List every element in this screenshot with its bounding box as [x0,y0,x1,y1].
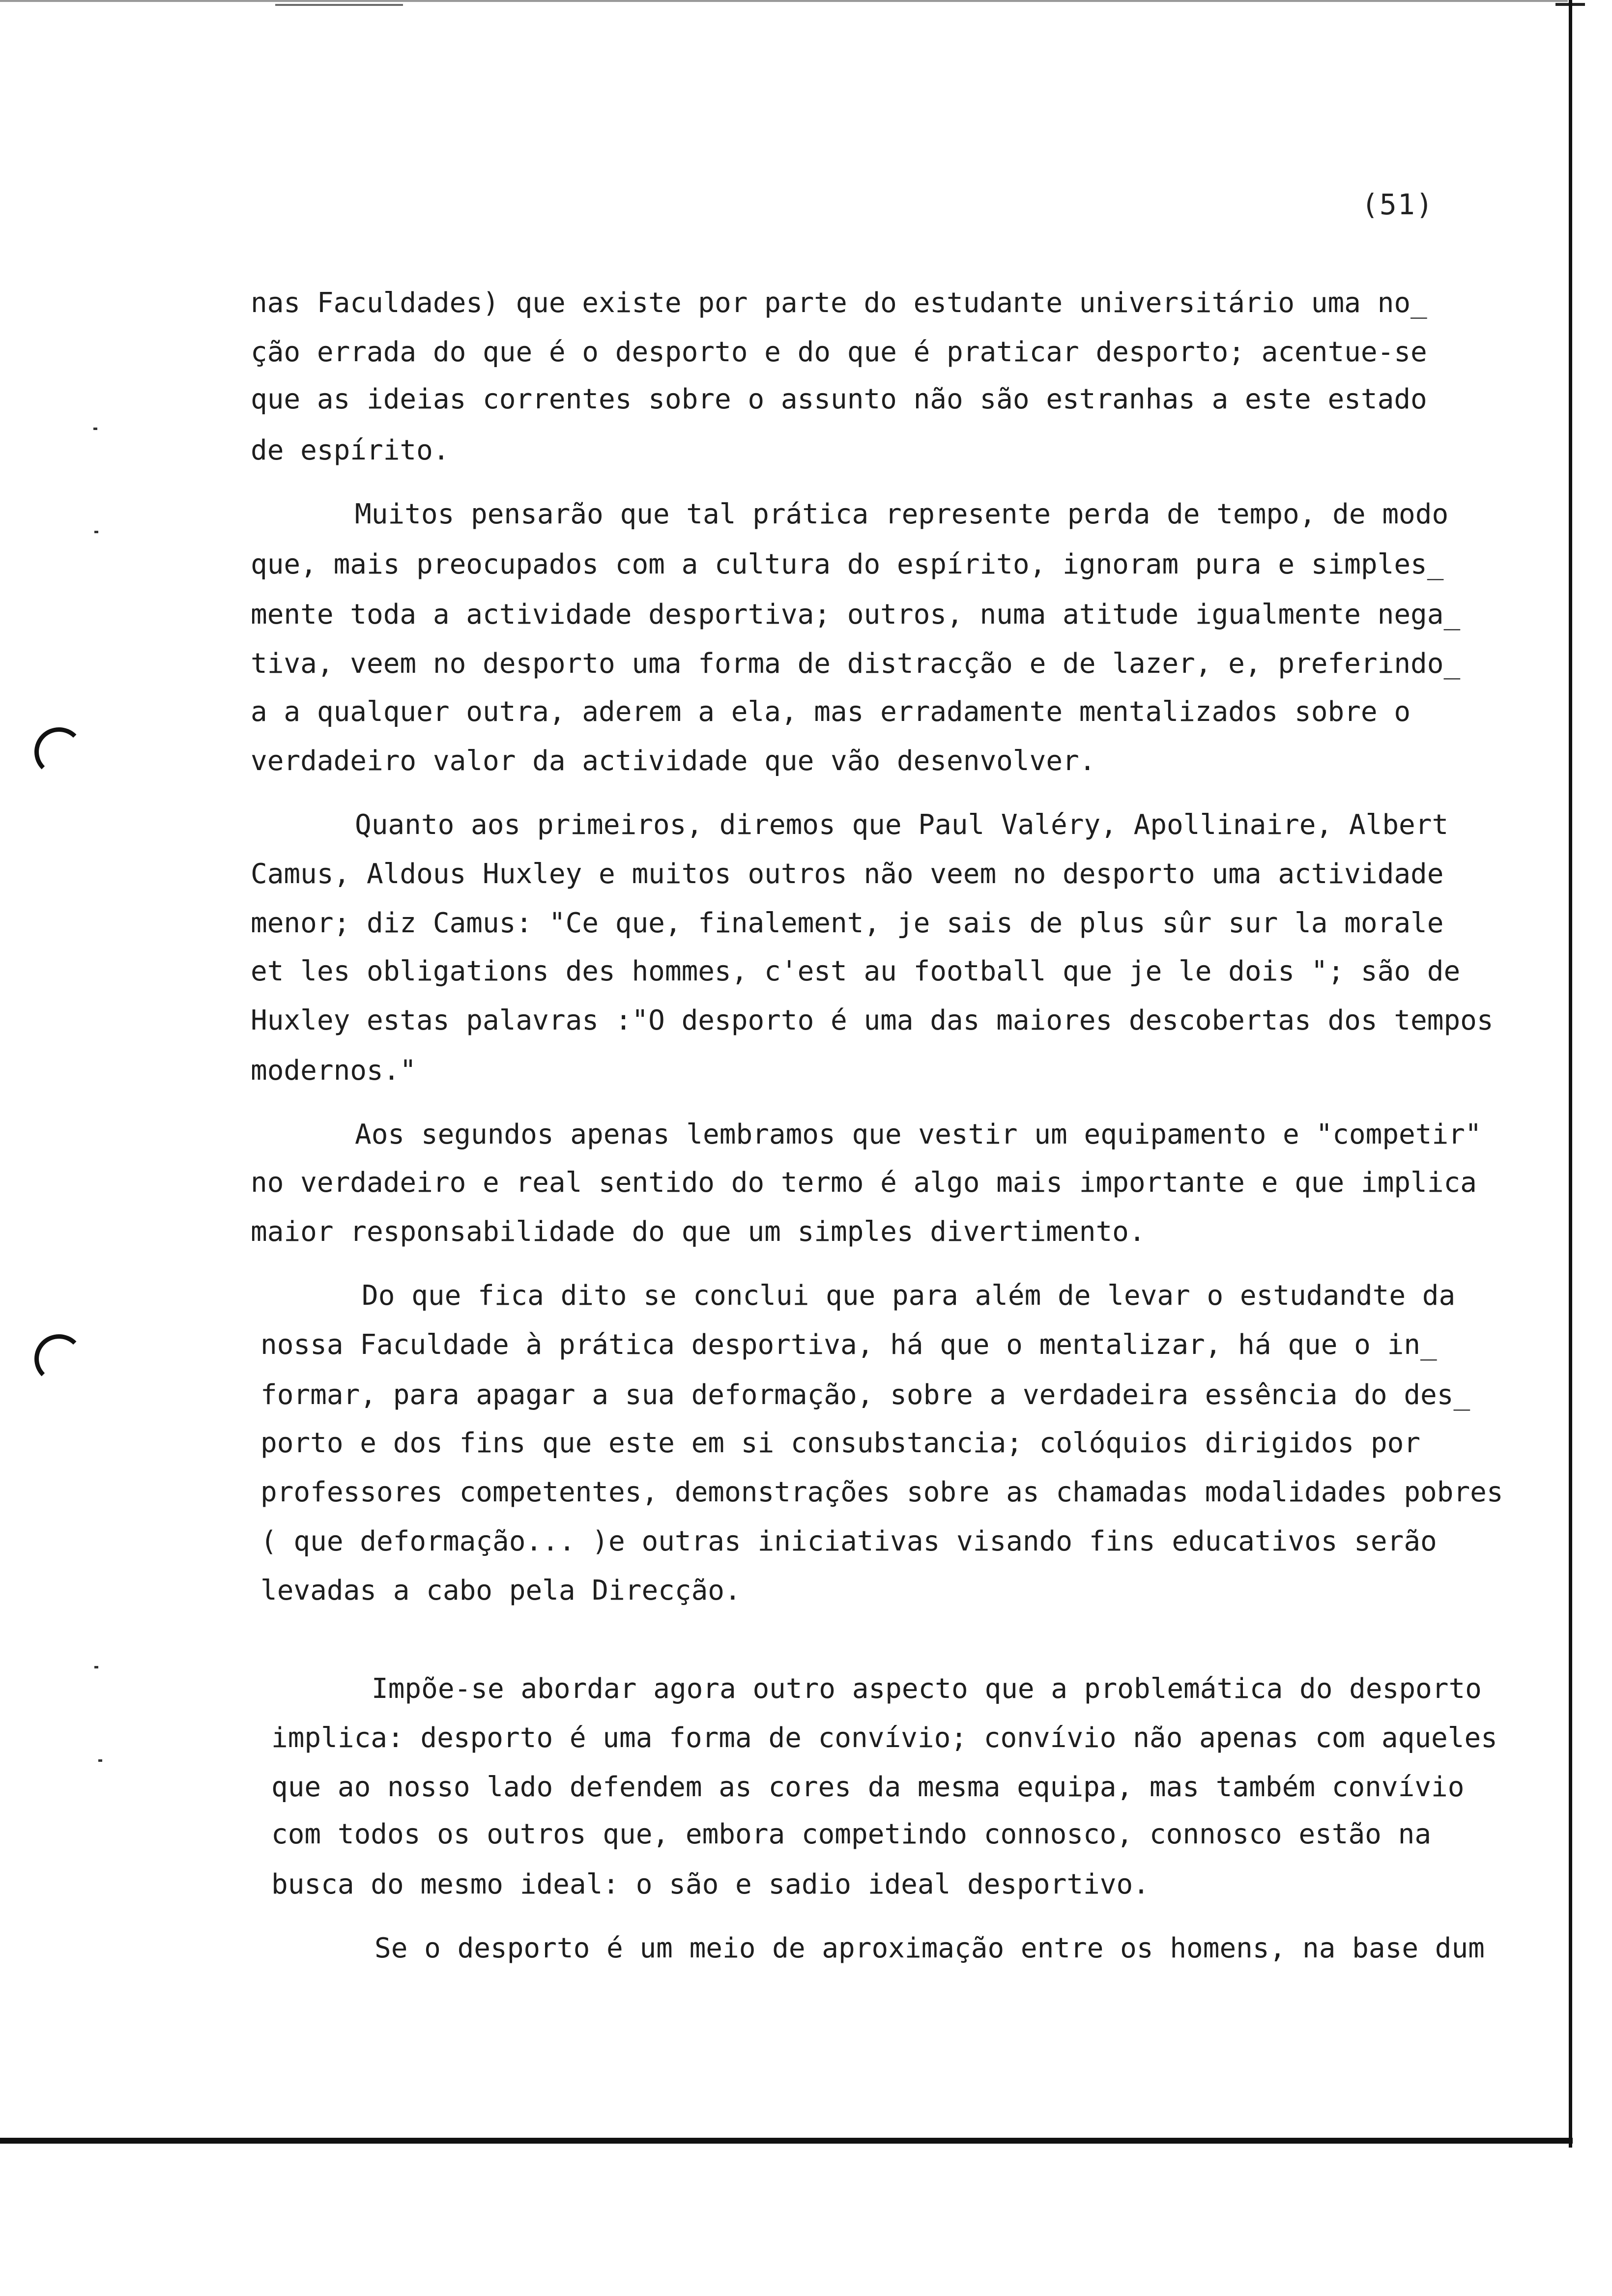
text-line: nossa Faculdade à prática desportiva, há que o mentalizar, há que o in_ [260,1329,1437,1361]
text-line: professores competentes, demonstrações sobre as chamadas modalidades pobres [260,1476,1503,1508]
text-line: Muitos pensarão que tal prática represente perda de tempo, de modo [355,498,1449,530]
text-line: Do que fica dito se conclui que para além de levar o estudandte da [362,1280,1456,1312]
punch-hole-icon [34,727,84,776]
right-margin-line [1569,0,1572,2148]
page-number: (51) [1361,188,1434,221]
text-line: formar, para apagar a sua deformação, sobre a verdadeira essência do des_ [260,1379,1470,1411]
text-line: modernos." [251,1055,417,1087]
text-line: que ao nosso lado defendem as cores da mesma equipa, mas também convívio [271,1771,1465,1803]
text-line: mente toda a actividade desportiva; outros, numa atitude igualmente nega_ [251,599,1461,631]
speck [94,1666,98,1668]
text-line: verdadeiro valor da actividade que vão desenvolver. [251,745,1096,777]
text-line: busca do mesmo ideal: o são e sadio ideal desportivo. [271,1868,1150,1900]
text-line: Huxley estas palavras :"O desporto é uma das maiores descobertas dos tempos [251,1004,1494,1036]
text-line: Impõe-se abordar agora outro aspecto que a problemática do desporto [372,1673,1482,1705]
text-line: et les obligations des hommes, c'est au football que je le dois "; são de [251,955,1461,987]
text-line: com todos os outros que, embora competindo connosco, connosco estão na [271,1818,1432,1850]
text-line: tiva, veem no desporto uma forma de distracção e de lazer, e, preferindo_ [251,648,1461,680]
bottom-rule-line [0,2138,1573,2144]
speck [93,428,97,430]
text-line: de espírito. [251,434,450,466]
speck [98,1759,102,1762]
text-line: Quanto aos primeiros, diremos que Paul Valéry, Apollinaire, Albert [355,809,1449,841]
text-line: Camus, Aldous Huxley e muitos outros não veem no desporto uma actividade [251,858,1444,890]
text-line: ( que deformação... )e outras iniciativas visando fins educativos serão [260,1525,1437,1557]
text-line: a a qualquer outra, aderem a ela, mas erradamente mentalizados sobre o [251,696,1411,728]
punch-hole-icon [34,1334,84,1383]
text-line: maior responsabilidade do que um simples divertimento. [251,1216,1146,1248]
text-line: menor; diz Camus: "Ce que, finalement, je sais de plus sûr sur la morale [251,907,1444,939]
text-line: que, mais preocupados com a cultura do espírito, ignoram pura e simples_ [251,548,1444,580]
text-line: implica: desporto é uma forma de convívio; convívio não apenas com aqueles [271,1722,1497,1754]
text-line: Se o desporto é um meio de aproximação entre os homens, na base dum [374,1932,1485,1964]
text-line: levadas a cabo pela Direcção. [260,1575,741,1607]
top-edge-line [0,0,1568,2]
text-line: nas Faculdades) que existe por parte do estudante universitário uma no_ [251,287,1427,319]
top-edge-mark [275,4,403,6]
text-line: Aos segundos apenas lembramos que vestir um equipamento e "competir" [355,1119,1482,1150]
text-line: no verdadeiro e real sentido do termo é algo mais importante e que implica [251,1167,1477,1199]
text-line: ção errada do que é o desporto e do que é praticar desporto; acentue-se [251,336,1427,368]
text-line: porto e dos fins que este em si consubstancia; colóquios dirigidos por [260,1427,1421,1459]
text-line: que as ideias correntes sobre o assunto não são estranhas a este estado [251,383,1427,415]
speck [94,531,98,533]
